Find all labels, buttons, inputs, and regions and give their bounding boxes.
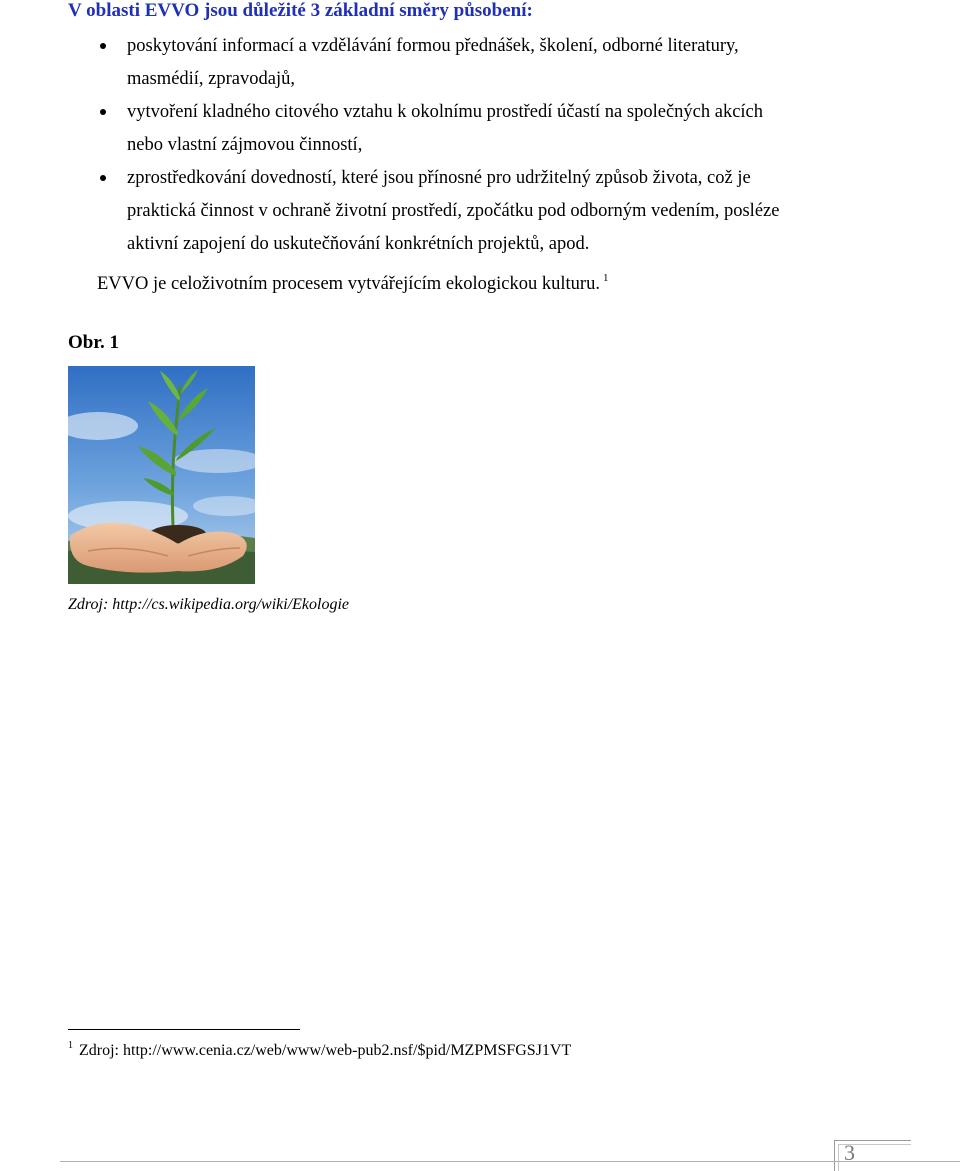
bullet-icon — [100, 109, 106, 115]
figure-label: Obr. 1 — [68, 332, 120, 353]
footnote-text: Zdroj: http://www.cenia.cz/web/www/web-pub2.nsf/$pid/MZPMSFGSJ1VT — [79, 1042, 572, 1059]
page-bottom-rule — [60, 1161, 960, 1162]
page-number: 3 — [844, 1140, 855, 1165]
seedling-in-hands-photo — [68, 366, 255, 584]
summary-paragraph — [97, 262, 608, 301]
paragraph-text: EVVO je celoživotním procesem vytvářejícím ekologickou kulturu. — [97, 274, 600, 294]
list-item — [96, 30, 796, 96]
footnote-number: 1 — [68, 1040, 73, 1051]
footnote-divider — [68, 1029, 300, 1030]
bullet-list — [96, 30, 796, 261]
bullet-icon — [100, 175, 106, 181]
list-item — [96, 162, 796, 261]
bullet-icon — [100, 43, 106, 49]
list-item-text: zprostředkování dovedností, které jsou přínosné pro udržitelný způsob života, což je praktická činnost v ochraně životní prostředí, zpočátku pod odborným vedením, posléze aktivní zapojení do uskutečňování konkrétních projektů, apod. — [127, 168, 780, 254]
list-item-text: vytvoření kladného citového vztahu k okolnímu prostředí účastí na společných akcích nebo vlastní zájmovou činností, — [127, 102, 764, 155]
list-item-text: poskytování informací a vzdělávání formou přednášek, školení, odborné literatury, masmédií, zpravodajů, — [127, 36, 739, 89]
footnote — [68, 1040, 571, 1060]
footnote-reference[interactable]: 1 — [602, 272, 609, 284]
list-item — [96, 96, 796, 162]
figure-source: Zdroj: http://cs.wikipedia.org/wiki/Ekologie — [68, 596, 350, 613]
section-heading: V oblasti EVVO jsou důležité 3 základní směry působení: — [68, 0, 533, 21]
